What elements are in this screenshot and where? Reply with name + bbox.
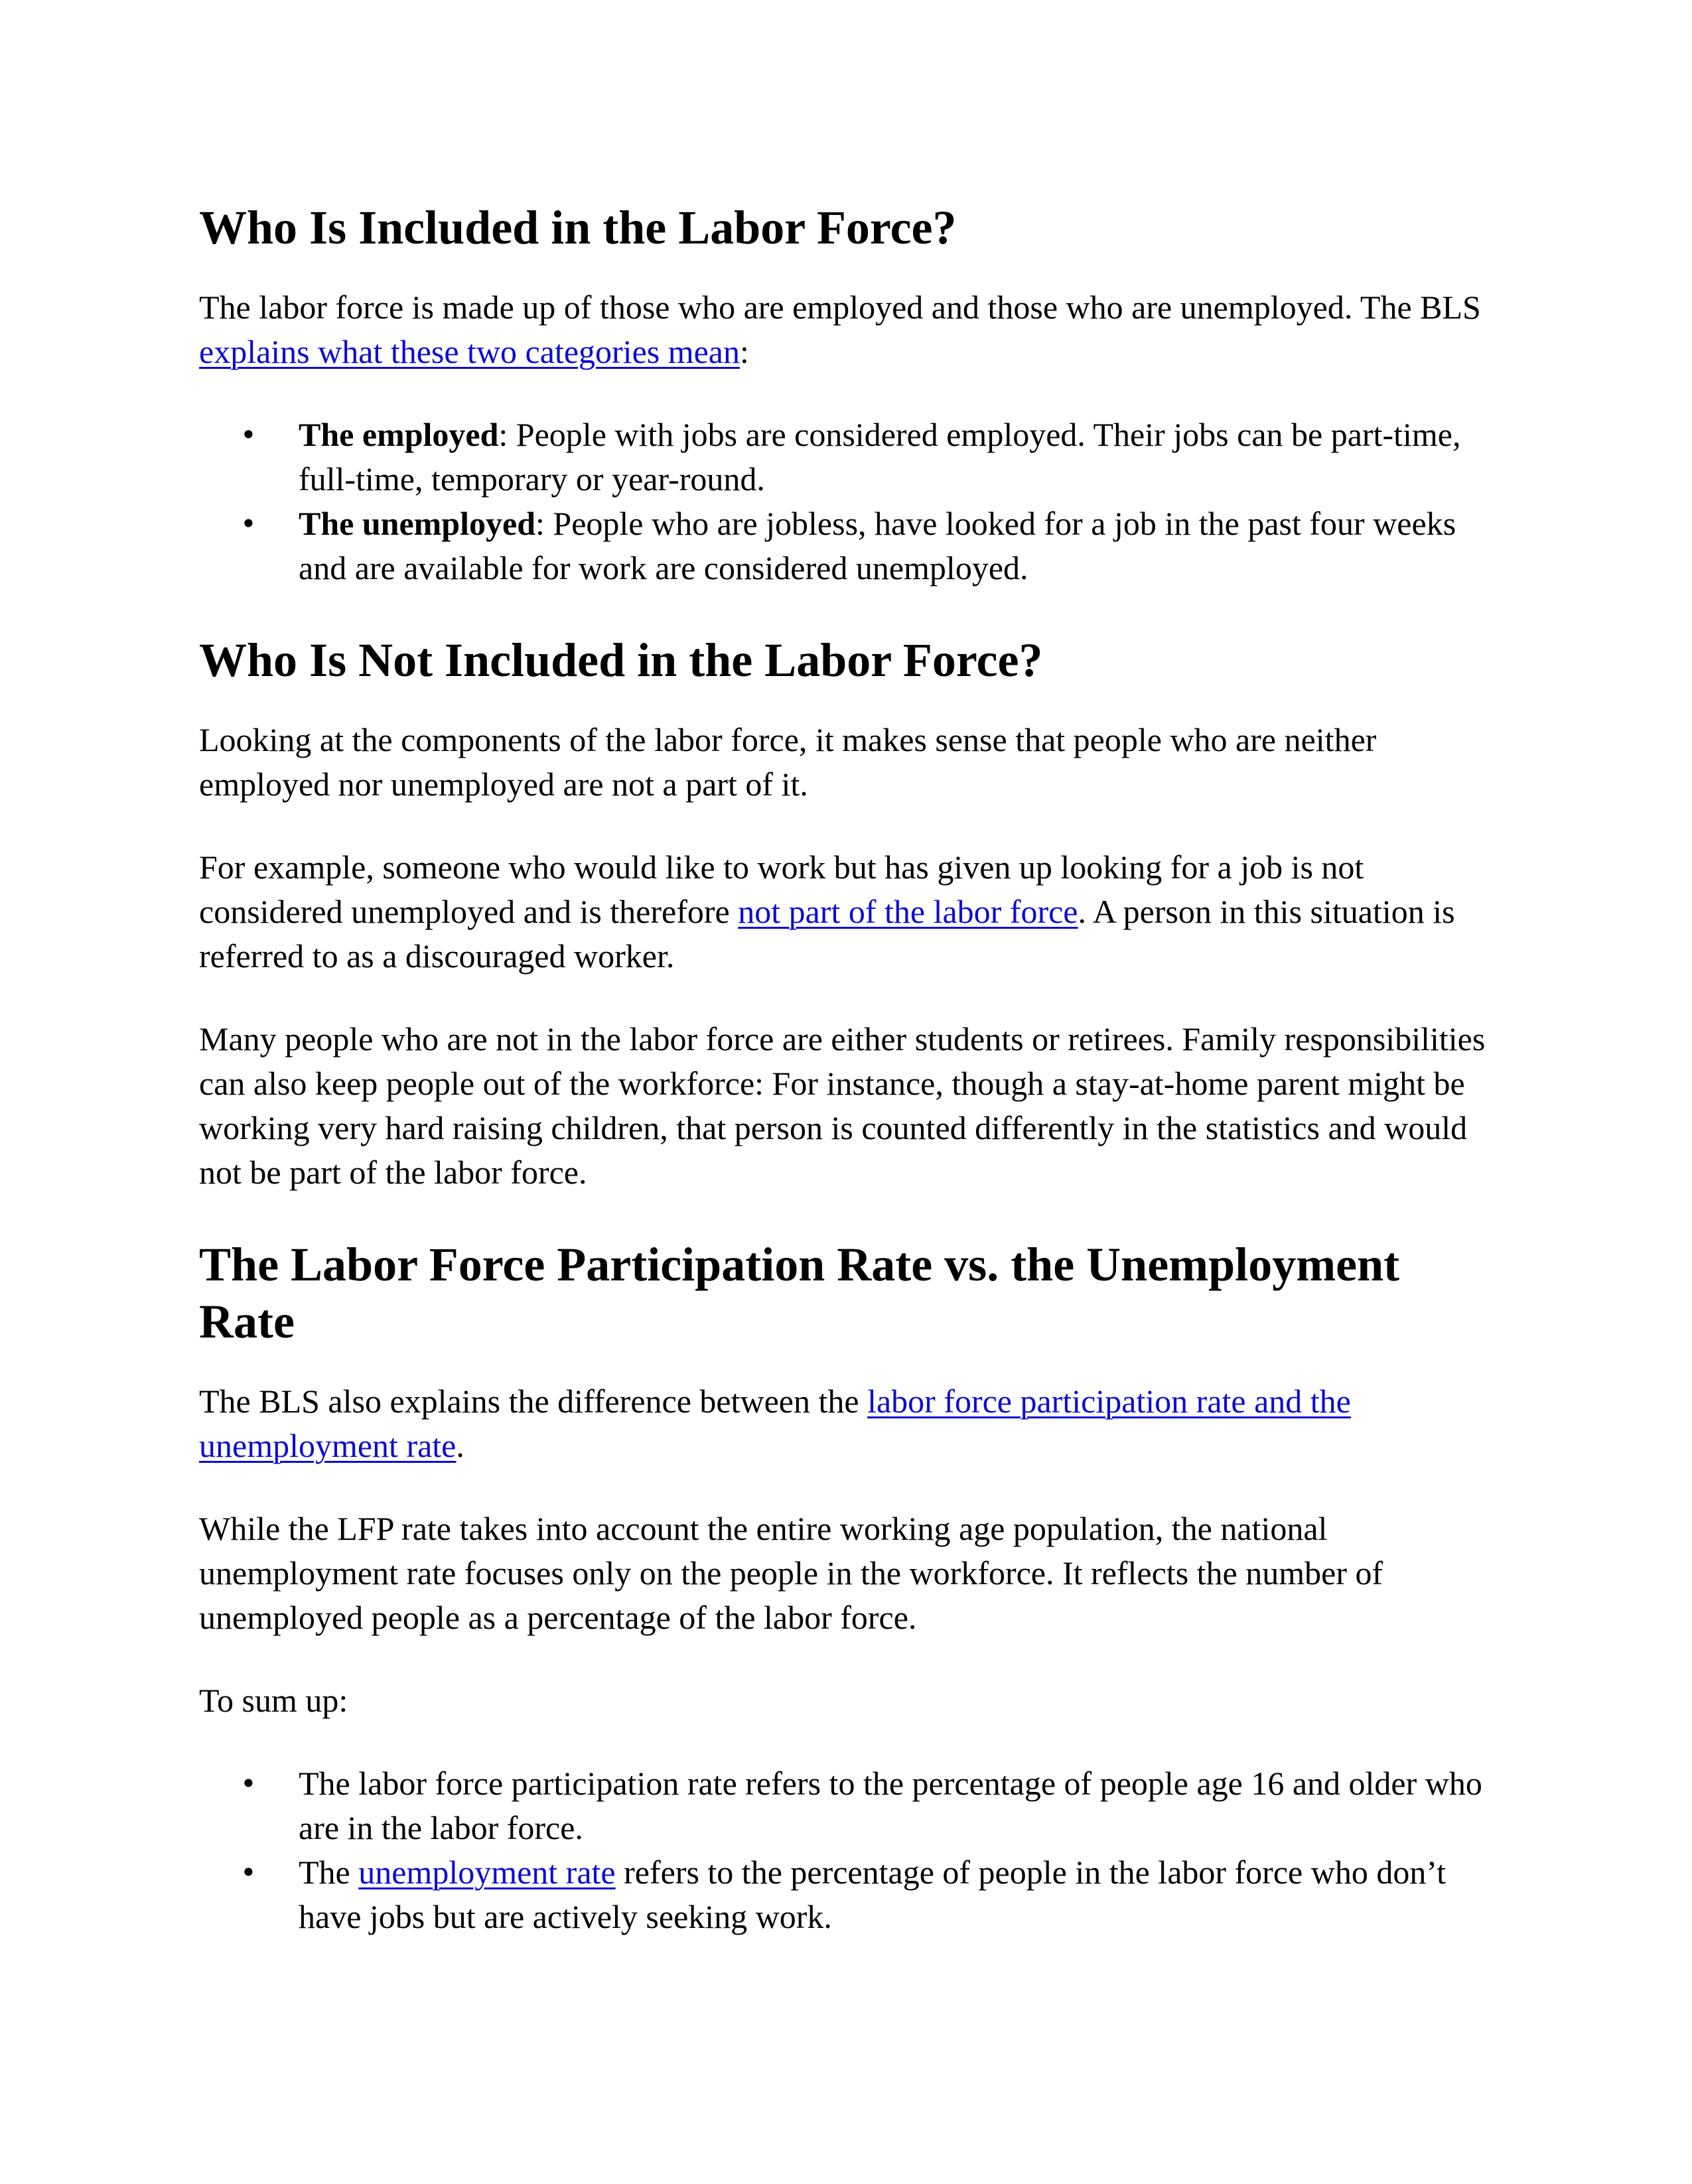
list-labor-force-categories [199,413,1500,590]
term-unemployed: The unemployed [299,505,536,542]
paragraph-text: . A person in this situation is referred to as a discouraged worker. [199,893,1455,975]
list-summary [199,1761,1500,1939]
list-item-text: refers to the percentage of people in the labor force who don’t have jobs but are actively seeking work. [299,1854,1446,1935]
link-lfp-rate-and-unemployment-rate[interactable]: labor force participation rate and the unemployment rate [199,1383,1351,1464]
list-item-unemployed [199,502,1500,590]
paragraph-text: For example, someone who would like to work but has given up looking for a job is not considered unemployed and is therefore [199,849,1364,930]
term-employed: The employed [299,416,499,453]
heading-lfp-vs-unemployment: The Labor Force Participation Rate vs. the Unemployment Rate [199,1238,1400,1348]
link-explains-categories[interactable]: explains what these two categories mean [199,333,740,370]
paragraph-sum-up: To sum up: [199,1682,348,1719]
definition-employed: : People with jobs are considered employed. Their jobs can be part-time, full-time, temporary or year-round. [299,416,1461,498]
paragraph-text: . [456,1427,464,1464]
list-item-unemployment-rate [199,1850,1500,1939]
paragraph-labor-force-definition [199,285,1500,374]
document-page [199,186,1500,1939]
paragraph-text: : [740,333,749,370]
paragraph-text: The labor force is made up of those who are employed and those who are unemployed. The BLS [199,289,1481,326]
list-item-text: The [299,1854,359,1891]
paragraph-bls-difference [199,1379,1500,1468]
link-not-part-of-labor-force[interactable]: not part of the labor force [738,893,1078,930]
list-item-lfp-rate: • The labor force participation rate refers to the percentage of people age 16 and older who are in the labor force. [199,1761,1500,1850]
paragraph-discouraged-worker [199,845,1500,979]
heading-who-is-included: Who Is Included in the Labor Force? [199,201,957,254]
link-unemployment-rate[interactable]: unemployment rate [358,1854,616,1891]
definition-unemployed: : People who are jobless, have looked for a job in the past four weeks and are available for work are considered unemployed. [299,505,1456,586]
paragraph-components: Looking at the components of the labor force, it makes sense that people who are neither employed nor unemployed are not a part of it. [199,721,1377,803]
list-item-employed [199,413,1500,502]
paragraph-students-retirees: Many people who are not in the labor force are either students or retirees. Family responsibilities can also keep people out of the workforce: For instance, though a stay-at-home parent might be working very hard raising children, that person is counted differently in the statistics and would not be part of the labor force. [199,1020,1486,1191]
paragraph-lfp-explanation: While the LFP rate takes into account the entire working age population, the national unemployment rate focuses only on the people in the workforce. It reflects the number of unemployed people as a percentage of the labor force. [199,1510,1383,1636]
heading-who-is-not-included: Who Is Not Included in the Labor Force? [199,634,1043,687]
paragraph-text: The BLS also explains the difference between the [199,1383,868,1420]
